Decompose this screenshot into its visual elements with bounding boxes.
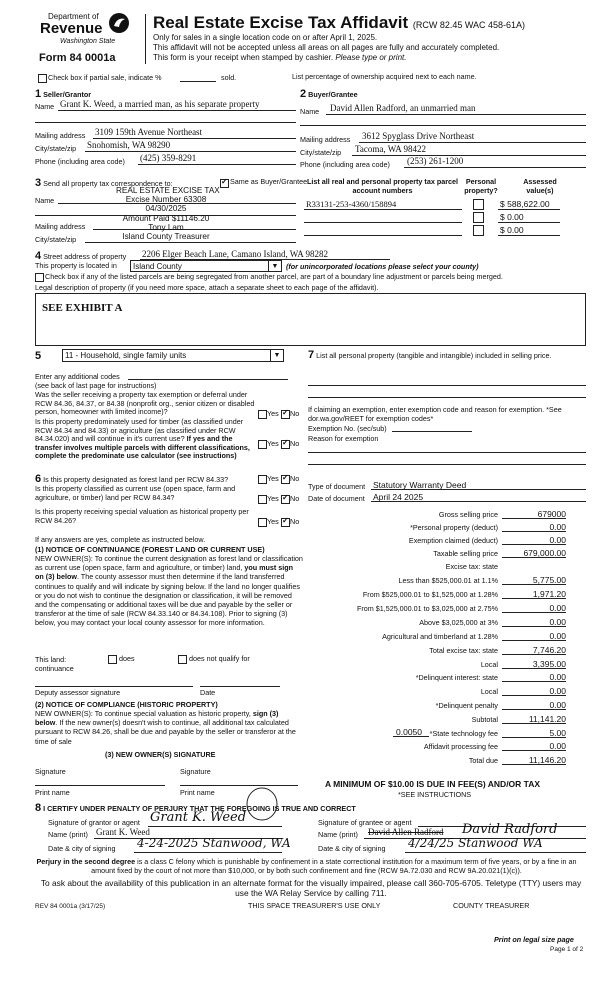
seller-mailing-line [93,138,296,139]
s5-q2-text: Is this property predominately used for timber (as classified under RCW 84.34 and 84.33) or agriculture (as classified under RCW 84.34.020) and will continue in it's current use? [35,417,244,444]
notice-continuance-body [35,554,303,628]
calc-row-value[interactable]: 11,146.20 [528,755,566,765]
s6-q1-yes-label: Yes [267,474,279,483]
calc-row-label: From $525,000.01 to $1,525,000 at 1.28% [362,590,498,599]
s5-q2-no-checkbox[interactable] [281,440,290,449]
seller-phone-line [138,164,296,165]
calc-row-value[interactable]: 0.00 [549,631,566,641]
section3-label: Send all property tax correspondence to: [43,179,173,188]
revenue-text: Revenue [40,20,103,37]
buyer-mailing-value[interactable]: 3612 Spyglass Drive Northeast [362,131,475,141]
any-yes-text: If any answers are yes, complete as instructed below. [35,535,206,544]
section-6-number: 6 [35,473,42,485]
assessed-value-3[interactable]: $ 0.00 [500,225,524,235]
s3-mailing-label: Mailing address [35,222,86,231]
calc-row-label: Subtotal [471,715,498,724]
use-code-value: 11 - Household, single family units [65,351,187,360]
street-label: Street address of property [43,252,127,261]
header-line-1: Only for sales in a single location code on or after April 1, 2025. [153,33,378,42]
exemption-no-label: Exemption No. (sec/sub) [308,424,387,433]
buyer-city-label: City/state/zip [300,148,342,157]
s6-q2-yes-checkbox[interactable] [258,495,267,504]
seller-city-line [85,151,296,152]
seller-heading-text: Seller/Grantor [43,90,92,99]
buyer-name-line-2 [300,125,586,126]
calc-row-label: Affidavit processing fee [423,742,498,751]
additional-codes-label: Enter any additional codes [35,372,120,381]
notice2-text-b: . If the new owner(s) doesn't wish to continue, all additional tax calculated pursuant to RCW 84.26, shall be due and payable by the seller or transferor at the time of sale [35,718,296,746]
s6-q3-yes-label: Yes [267,517,279,526]
dor-logo [40,12,150,52]
notice-compliance-title: (2) NOTICE OF COMPLIANCE (HISTORIC PROPERTY) [35,700,218,709]
calc-row-line [502,531,566,532]
s5-q2-yes-label: Yes [267,439,279,448]
calc-row-value[interactable]: 0.00 [549,672,566,682]
stamp-line-3: 04/30/2025 [145,204,187,214]
personal-property-checkbox-2[interactable] [473,212,484,223]
grantee-date-label: Date & city of signing [318,844,386,853]
same-as-buyer-checkbox[interactable] [220,179,229,188]
legal-description-value: SEE EXHIBIT A [42,302,123,314]
section-1-number: 1 [35,88,42,100]
deputy-sig-label: Deputy assessor signature [35,688,121,697]
calc-row-line [502,654,566,655]
grantor-date-value[interactable]: 4-24-2025 Stanwood, WA [137,836,291,850]
deputy-sig-line [35,686,193,687]
assessed-value-header: Assessed value(s) [523,177,557,195]
minimum-due-text: A MINIMUM OF $10.00 IS DUE IN FEE(S) AND/OR TAX [325,779,541,789]
calc-row-label: Total due [468,756,498,765]
buyer-name-label: Name [300,107,320,116]
s6-question-2: Is this property classified as current use (open space, farm and agriculture, or timber) land per RCW 84.34? [35,484,236,502]
calc-row-value[interactable]: 5,775.00 [532,575,566,585]
seller-name-line-2 [35,122,296,123]
deputy-date-label: Date [200,688,216,697]
header-line-2: This affidavit will not be accepted unless all areas on all pages are fully and accurately completed. [153,43,500,52]
land-does-checkbox[interactable] [108,655,117,664]
grantor-signature[interactable]: Grant K. Weed [150,810,247,825]
form-title [153,13,525,33]
washington-state-text: Washington State [60,38,116,45]
assessed-value-2[interactable]: $ 0.00 [500,212,524,222]
calc-row-label: *Personal property (deduct) [410,523,498,532]
s5-question-2 [35,418,257,461]
s5-q2-no-label: No [290,439,300,448]
grantor-sig-line [148,826,282,827]
county-select[interactable] [130,260,282,272]
calc-row-value[interactable]: 679,000.00 [523,548,566,558]
located-in-label: This property is located in [35,261,117,270]
perjury-bold: Perjury in the second degree [36,857,136,866]
assessed-value-1[interactable]: $ 588,622.00 [500,199,550,209]
calc-row-value[interactable]: 0.00 [549,522,566,532]
stamp-line-1: REAL ESTATE EXCISE TAX [116,186,220,195]
treasurer-use-label: THIS SPACE TREASURER'S USE ONLY [248,901,381,910]
calc-row-value[interactable]: 0.00 [549,741,566,751]
calc-row-value[interactable]: 0.00 [549,686,566,696]
calc-row-line [502,668,566,669]
owner-sig-label-1: Signature [35,767,66,776]
header-line-3 [153,53,406,62]
calc-row-label: Above $3,025,000 at 3% [419,618,498,627]
doc-date-value[interactable]: April 24 2025 [373,492,424,502]
reason-line-1 [308,452,586,453]
s3-city-label: City/state/zip [35,235,77,244]
grantee-name-label: Name (print) [318,830,358,839]
s6-q3-no-checkbox[interactable] [281,518,290,527]
owner-sig-line-1 [35,785,165,786]
doc-type-line [371,489,586,490]
parcel-line-2 [304,222,462,223]
same-as-buyer-label: Same as Buyer/Grantee [230,177,308,186]
buyer-city-value[interactable]: Tacoma, WA 98422 [355,144,426,154]
seller-phone-value[interactable]: (425) 359-8291 [140,153,197,163]
owner-sig-label-2: Signature [180,767,211,776]
notice-continuance-title: (1) NOTICE OF CONTINUANCE (FOREST LAND OR CURRENT USE) [35,545,265,554]
seller-mailing-label: Mailing address [35,131,86,140]
calc-row-label: Taxable selling price [433,549,498,558]
calc-row-value[interactable]: 1,971.20 [532,589,566,599]
chevron-down-icon[interactable]: ▼ [270,350,283,361]
grantee-date-value[interactable]: 4/24/25 Stanwood WA [408,836,543,850]
calc-row-label: Total excise tax: state [429,646,498,655]
owner-print-label-1: Print name [35,788,70,797]
logo-swirl-icon [108,12,130,34]
receipt-text: This form is your receipt when stamped by cashier. [153,53,334,62]
stamp-line-4: Amount Paid $11146.20 [122,213,210,223]
seller-name-line [58,110,296,111]
parcel-line-3 [304,235,462,236]
legal-size-note: Print on legal size page [494,935,574,944]
segregated-label: Check box if any of the listed parcels are being segregated from another parcel, are part of a boundary line adjustment or parcels being merged. [45,272,503,281]
section-7-number: 7 [308,349,315,361]
grantee-sig-label: Signature of grantee or agent [318,818,412,827]
title-text: Real Estate Excise Tax Affidavit [153,13,409,32]
s6-q1-no-checkbox[interactable] [281,475,290,484]
seller-phone-label: Phone (including area code) [35,157,125,166]
deputy-date-line [200,686,280,687]
revision-label: REV 84 0001a (3/17/25) [35,903,106,910]
section-5-number: 5 [35,350,42,362]
new-owner-signature-heading: (3) NEW OWNER(S) SIGNATURE [105,750,216,759]
calc-row-line [502,737,566,738]
partial-percent-line [180,81,216,82]
grantor-date-line [134,852,282,853]
calc-row-label: *Delinquent interest: state [415,673,498,682]
county-note: (for unincorporated locations please select your county) [286,262,479,271]
land-does-label: does [119,654,135,663]
assessed-line-1 [498,209,560,210]
exemption-text: If claiming an exemption, enter exemption code and reason for exemption. *See dor.wa.gov/REET for exemption codes* [308,405,562,423]
s7-line-1 [308,385,586,386]
calc-row-line [502,681,566,682]
s3-name-label: Name [35,196,55,205]
doc-date-line [371,501,586,502]
exemption-no-line [392,431,472,432]
notice1-text-b: . The county assessor must then determine if the land transferred continues to qualify and will indicate by signing below. If the land no longer qualifies or you do not wish to continue the designation or classification, it will be removed and the compensating or additional taxes will be due and payable by the seller or transferor at the time of sale (RCW 84.33.140 or 84.34.108). Prior to signing (3) below, you may contact your local county assessor for more information. [35,572,300,628]
partial-sold-label: sold. [221,73,237,82]
calc-row-label: Local [480,660,498,669]
stamp-line-5: Tony Lam [148,222,184,232]
county-value: Island County [133,262,182,271]
grantor-sig-label: Signature of grantor or agent [48,818,140,827]
partial-sale-checkbox[interactable] [38,74,47,83]
calc-row-value[interactable]: 0.00 [549,617,566,627]
buyer-phone-line [404,167,586,168]
owner-sig-line-2 [180,785,298,786]
perjury-notice [24,857,589,875]
assessed-line-3 [498,235,560,236]
s6-q3-yes-checkbox[interactable] [258,518,267,527]
calc-row-label: Local [480,687,498,696]
land-does-not-checkbox[interactable] [178,655,187,664]
calc-row-value[interactable]: 0.00 [549,603,566,613]
legal-description-box[interactable] [35,293,586,346]
s3-city-line [85,242,296,243]
buyer-city-line [352,155,586,156]
buyer-heading [300,88,358,100]
calc-row-line [502,598,566,599]
section-3-number: 3 [35,177,42,189]
notice-compliance-body [35,709,297,746]
legal-description-label: Legal description of property (if you need more space, attach a separate sheet to each page of the affidavit). [35,283,379,292]
seller-city-label: City/state/zip [35,144,77,153]
s6-q2-no-label: No [290,494,300,503]
buyer-mailing-line [359,142,586,143]
s6-q1-yes-checkbox[interactable] [258,475,267,484]
parcel-header: List all real and personal property tax parcel account numbers [307,177,458,195]
personal-property-header: Personal property? [464,177,498,195]
page-number: Page 1 of 2 [550,946,584,953]
calc-row-line [502,764,566,765]
calc-row-line [502,750,566,751]
dept-of-text: Department of [48,12,99,21]
seller-city-value[interactable]: Snohomish, WA 98290 [87,140,171,150]
chevron-down-icon[interactable]: ▼ [268,261,281,271]
doc-date-label: Date of document [308,494,365,503]
s5-q1-no-label: No [290,409,300,418]
see-instructions-text: *SEE INSTRUCTIONS [398,790,472,799]
calc-row-label: Less than $525,000.01 at 1.1% [398,576,498,585]
title-ref: (RCW 82.45 WAC 458-61A) [412,20,526,30]
section-4-number: 4 [35,250,42,262]
this-land-label: This land: [35,655,67,664]
grantor-name-value[interactable]: Grant K. Weed [96,827,150,837]
accessibility-notice: To ask about the availability of this publication in an alternate format for the visually impaired, please call 360-705-6705. Teletype (TTY) users may use the WA Relay Service by calling 711. [40,878,582,898]
buyer-phone-value[interactable]: (253) 261-1200 [407,156,464,166]
calc-row-line [502,709,566,710]
stamp-line-6: Island County Treasurer [122,232,210,242]
grantee-signature[interactable]: David Radford [462,822,558,837]
calc-row-value[interactable]: 3,395.00 [532,659,566,669]
section7-label: List all personal property (tangible and intangible) included in selling price. [316,351,552,360]
buyer-mailing-label: Mailing address [300,135,351,144]
section-2-number: 2 [300,88,307,100]
excise-stamp [116,186,220,242]
s6-q1-text: Is this property designated as forest land per RCW 84.33? [43,475,229,484]
doc-type-label: Type of document [308,482,366,491]
calc-row-line [502,723,566,724]
s6-q3-no-label: No [290,517,300,526]
buyer-heading-text: Buyer/Grantee [308,90,358,99]
calc-row-line [502,584,566,585]
grantee-date-line [405,852,586,853]
buyer-name-value[interactable]: David Allen Radford, an unmarried man [330,103,476,113]
segregated-checkbox[interactable] [35,273,44,282]
assessed-line-2 [498,222,560,223]
notice2-bold: sign (3) below [35,709,279,728]
perjury-text: is a class C felony which is punishable by confinement in a state correctional institution for a maximum term of five years, or by a fine in an amount fixed by the court of not more than $10,000, or by both such confinement and fine (RCW 9A.72.030 and RCW 9A.20.021(1)(c)). [91,857,577,875]
additional-codes-line [128,379,288,380]
personal-property-checkbox-3[interactable] [473,225,484,236]
calc-row-line [502,640,566,641]
personal-property-checkbox-1[interactable] [473,199,484,210]
calc-row-line [502,695,566,696]
calc-row-value[interactable]: 0.00 [549,700,566,710]
local-rate-line [393,736,429,737]
s5-q2-yes-checkbox[interactable] [258,440,267,449]
s6-q1-no-label: No [290,474,300,483]
calc-row-value[interactable]: 5.00 [549,728,566,738]
seller-mailing-value[interactable]: 3109 159th Avenue Northeast [95,127,203,137]
notice1-text-a: NEW OWNER(S): To continue the current designation as forest land or classification as current use (open space, farm and agriculture, or timber) land, [35,554,303,573]
buyer-phone-label: Phone (including area code) [300,160,390,169]
calc-row-line [502,518,566,519]
property-street-value[interactable]: 2206 Elger Beach Lane, Camano Island, WA 98282 [142,249,329,259]
notice1-bold: you must sign on (3) below [35,563,294,582]
s6-q2-no-checkbox[interactable] [281,495,290,504]
notice2-text-a: NEW OWNER(S): To continue special valuation as historic property, [35,709,251,718]
use-code-select[interactable] [62,349,284,362]
calc-row-label: Exemption claimed (deduct) [408,536,498,545]
s5-q1-no-checkbox[interactable] [281,410,290,419]
section-8-number: 8 [35,802,42,814]
grantor-date-label: Date & city of signing [48,844,116,853]
ownership-note: List percentage of ownership acquired next to each name. [292,72,477,81]
local-rate-value[interactable]: 0.0050 [396,727,422,737]
calc-row-value[interactable]: 7,746.20 [532,645,566,655]
s6-question-3: Is this property receiving special valuation as historical property per RCW 84.26? [35,507,249,525]
header-divider [145,14,146,64]
grantor-name-label: Name (print) [48,830,88,839]
seller-name-value[interactable]: Grant K. Weed, a married man, as his separate property [60,99,260,109]
reason-line-2 [308,464,586,465]
s5-q2-bold: If yes and the transfer involves multiple parcels with different classifications, complete the predominate use calculator (see instructions) [35,434,250,461]
parcel-number-1[interactable]: R33131-253-4360/158894 [306,199,397,209]
calc-row-value[interactable]: 0.00 [549,535,566,545]
county-treasurer-label: COUNTY TREASURER [453,901,530,910]
calc-row-value[interactable]: 679000 [537,509,566,519]
stamp-line-2: Excise Number 63308 [125,195,207,205]
calc-row-label: Agricultural and timberland at 1.28% [382,632,498,641]
land-does-not-label: does not qualify for [189,654,250,663]
parcel-line-1 [304,209,462,210]
owner-print-label-2: Print name [180,788,215,797]
continuance-label: continuance [35,664,74,673]
calc-row-value[interactable]: 11,141.20 [528,714,566,724]
calc-row-line [502,544,566,545]
s5-q1-yes-checkbox[interactable] [258,410,267,419]
calc-row-line [502,626,566,627]
calc-row-label: Excise tax: state [445,562,498,571]
calc-row-line [502,612,566,613]
section7-text [308,350,588,361]
seller-name-label: Name [35,102,55,111]
calc-row-label: From $1,525,000.01 to $3,025,000 at 2.75% [356,604,498,613]
certify-text: I CERTIFY UNDER PENALTY OF PERJURY THAT THE FOREGOING IS TRUE AND CORRECT [43,804,356,813]
signature-loop-mark [244,786,280,822]
see-back-label: (see back of last page for instructions) [35,381,157,390]
reason-label: Reason for exemption [308,434,379,443]
form-number: Form 84 0001a [39,52,116,64]
calc-row-label: Gross selling price [438,510,498,519]
grantee-name-value[interactable]: David Allen Radford [368,827,444,837]
partial-sale-label: Check box if partial sale, indicate % [48,73,162,82]
calc-row-label: *State technology fee [429,729,498,738]
s5-question-1: Was the seller receiving a property tax exemption or deferral under RCW 84.36, 84.37, or 84.38 (nonprofit org., senior citizen or disabled person, homeowner with limited income)? [35,390,255,417]
s5-q1-yes-label: Yes [267,409,279,418]
doc-type-value[interactable]: Statutory Warranty Deed [373,480,467,490]
calc-row-line [502,557,566,558]
calc-row-label: *Delinquent penalty [435,701,498,710]
s7-line-2 [308,397,586,398]
s6-q2-yes-label: Yes [267,494,279,503]
type-print-text: Please type or print. [335,53,407,62]
buyer-name-line [326,114,586,115]
